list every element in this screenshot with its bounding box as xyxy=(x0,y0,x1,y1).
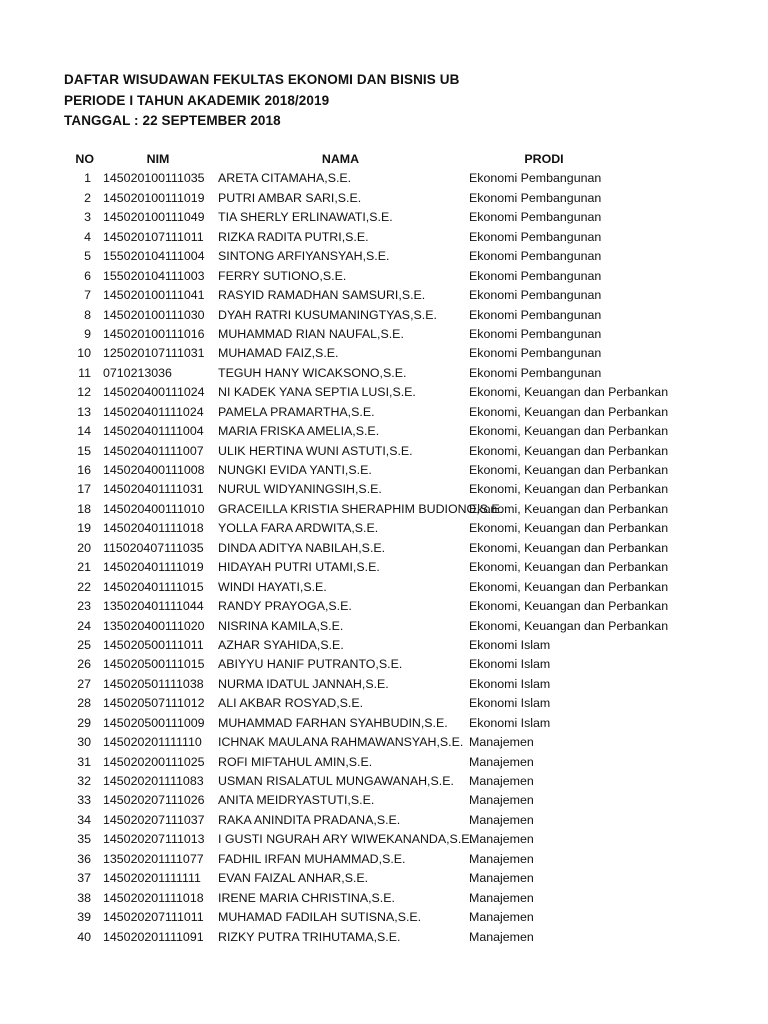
row-no: 21 xyxy=(77,560,91,575)
row-nama: GRACEILLA KRISTIA SHERAPHIM BUDIONO,S.E. xyxy=(218,501,504,516)
table-row xyxy=(0,850,768,869)
row-nim: 145020201111083 xyxy=(103,774,204,788)
row-nama: TIA SHERLY ERLINAWATI,S.E. xyxy=(218,210,393,225)
document-title: DAFTAR WISUDAWAN FEKULTAS EKONOMI DAN BISNIS UB xyxy=(64,72,460,87)
row-prodi: Manajemen xyxy=(469,910,534,925)
row-nim: 145020400111008 xyxy=(103,463,205,477)
table-row xyxy=(0,169,768,188)
table-row xyxy=(0,403,768,422)
row-no: 11 xyxy=(78,365,91,380)
document-header xyxy=(64,70,459,132)
period-line: PERIODE I TAHUN AKADEMIK 2018/2019 xyxy=(64,92,330,108)
row-nim: 145020200111025 xyxy=(103,754,205,769)
table-row xyxy=(0,830,768,849)
row-no: 13 xyxy=(77,404,91,419)
row-nim: 145020201111091 xyxy=(103,929,204,944)
row-prodi: Ekonomi, Keuangan dan Perbankan xyxy=(469,385,669,400)
row-nim: 145020500111009 xyxy=(103,715,205,730)
row-nama: NURMA IDATUL JANNAH,S.E. xyxy=(218,676,389,691)
row-nim: 145020107111011 xyxy=(103,229,204,244)
row-no: 27 xyxy=(77,676,91,691)
row-nama: RIZKA RADITA PUTRI,S.E. xyxy=(218,229,369,244)
table-row xyxy=(0,267,768,286)
table-row xyxy=(0,344,768,363)
row-prodi: Manajemen xyxy=(469,793,534,808)
row-no: 20 xyxy=(77,540,91,555)
table-row xyxy=(0,422,768,441)
row-prodi: Ekonomi Pembangunan xyxy=(469,171,602,186)
table-row xyxy=(0,753,768,772)
table-row xyxy=(0,733,768,752)
row-prodi: Ekonomi Pembangunan xyxy=(469,346,602,361)
row-nim: 145020507111012 xyxy=(103,696,205,711)
row-no: 17 xyxy=(77,482,91,497)
table-row xyxy=(0,636,768,655)
row-nama: DYAH RATRI KUSUMANINGTYAS,S.E. xyxy=(218,307,437,322)
row-nama: YOLLA FARA ARDWITA,S.E. xyxy=(218,521,379,536)
row-prodi: Ekonomi, Keuangan dan Perbankan xyxy=(469,521,669,536)
row-nama: MARIA FRISKA AMELIA,S.E. xyxy=(218,424,380,439)
table-row xyxy=(0,539,768,558)
row-prodi: Manajemen xyxy=(469,832,534,847)
row-nama: IRENE MARIA CHRISTINA,S.E. xyxy=(218,890,395,905)
table-row xyxy=(0,655,768,674)
row-nama: I GUSTI NGURAH ARY WIWEKANANDA,S.E. xyxy=(218,832,473,847)
row-nama: RANDY PRAYOGA,S.E. xyxy=(218,599,352,614)
row-no: 32 xyxy=(77,774,91,788)
row-nim: 155020104111003 xyxy=(103,268,205,283)
row-nim: 145020100111035 xyxy=(103,171,205,186)
row-no: 40 xyxy=(77,929,91,944)
table-row xyxy=(0,325,768,344)
row-prodi: Ekonomi Pembangunan xyxy=(469,288,602,303)
row-prodi: Ekonomi, Keuangan dan Perbankan xyxy=(469,463,669,477)
row-prodi: Manajemen xyxy=(469,851,534,866)
row-prodi: Manajemen xyxy=(469,774,534,788)
row-nim: 145020401111024 xyxy=(103,404,204,419)
row-no: 9 xyxy=(84,326,91,341)
row-nim: 145020400111024 xyxy=(103,385,205,400)
row-nim: 145020201111110 xyxy=(103,735,202,750)
column-header-prodi: PRODI xyxy=(524,152,564,166)
row-prodi: Manajemen xyxy=(469,871,534,886)
row-prodi: Ekonomi, Keuangan dan Perbankan xyxy=(469,540,669,555)
row-no: 29 xyxy=(77,715,91,730)
row-nim: 145020500111011 xyxy=(103,637,204,652)
row-no: 16 xyxy=(77,463,91,477)
row-nama: DINDA ADITYA NABILAH,S.E. xyxy=(218,540,386,555)
row-no: 24 xyxy=(77,618,91,633)
row-nama: ULIK HERTINA WUNI ASTUTI,S.E. xyxy=(218,443,413,458)
row-nama: AZHAR SYAHIDA,S.E. xyxy=(218,637,344,652)
row-nim: 135020201111077 xyxy=(103,851,204,866)
table-row xyxy=(0,869,768,888)
graduates-table xyxy=(0,150,768,947)
row-prodi: Ekonomi Pembangunan xyxy=(469,210,602,225)
row-nim: 145020207111013 xyxy=(103,832,205,847)
row-nama: EVAN FAIZAL ANHAR,S.E. xyxy=(218,871,369,886)
table-row xyxy=(0,247,768,266)
row-no: 19 xyxy=(77,521,91,536)
row-nama: PUTRI AMBAR SARI,S.E. xyxy=(218,190,362,205)
row-nim: 145020100111049 xyxy=(103,210,205,225)
row-prodi: Ekonomi, Keuangan dan Perbankan xyxy=(469,424,669,439)
row-nim: 145020401111007 xyxy=(103,443,204,458)
row-prodi: Ekonomi, Keuangan dan Perbankan xyxy=(469,482,669,497)
row-prodi: Ekonomi Pembangunan xyxy=(469,229,602,244)
row-no: 33 xyxy=(77,793,91,808)
row-prodi: Ekonomi Islam xyxy=(469,715,551,730)
row-prodi: Ekonomi Pembangunan xyxy=(469,307,602,322)
row-nama: USMAN RISALATUL MUNGAWANAH,S.E. xyxy=(218,774,454,788)
table-row xyxy=(0,772,768,791)
row-nama: NI KADEK YANA SEPTIA LUSI,S.E. xyxy=(218,385,416,400)
row-no: 7 xyxy=(84,288,91,303)
row-nama: NURUL WIDYANINGSIH,S.E. xyxy=(218,482,382,497)
row-no: 34 xyxy=(77,812,91,827)
row-no: 15 xyxy=(77,443,91,458)
row-prodi: Ekonomi Pembangunan xyxy=(469,190,602,205)
row-no: 3 xyxy=(84,210,91,225)
row-nama: FADHIL IRFAN MUHAMMAD,S.E. xyxy=(218,851,406,866)
row-no: 2 xyxy=(84,190,91,205)
row-nim: 135020400111020 xyxy=(103,618,205,633)
row-nim: 145020100111016 xyxy=(103,326,205,341)
table-row xyxy=(0,442,768,461)
column-header-nim: NIM xyxy=(146,152,170,166)
row-no: 28 xyxy=(77,696,91,711)
row-nama: ROFI MIFTAHUL AMIN,S.E. xyxy=(218,754,373,769)
row-nama: RASYID RAMADHAN SAMSURI,S.E. xyxy=(218,288,426,303)
column-header-nama: NAMA xyxy=(321,152,360,166)
row-prodi: Ekonomi Pembangunan xyxy=(469,326,602,341)
row-nim: 145020401111031 xyxy=(103,482,204,497)
table-row xyxy=(0,286,768,305)
row-nim: 145020401111004 xyxy=(103,424,204,439)
row-no: 36 xyxy=(77,851,91,866)
row-nim: 0710213036 xyxy=(103,365,172,380)
row-no: 38 xyxy=(77,890,91,905)
row-no: 31 xyxy=(77,754,91,769)
row-prodi: Ekonomi, Keuangan dan Perbankan xyxy=(469,618,669,633)
table-row xyxy=(0,306,768,325)
row-no: 18 xyxy=(77,501,91,516)
table-row xyxy=(0,480,768,499)
row-nim: 145020201111018 xyxy=(103,890,204,905)
row-prodi: Ekonomi, Keuangan dan Perbankan xyxy=(469,560,669,575)
row-prodi: Ekonomi Islam xyxy=(469,676,551,691)
row-prodi: Ekonomi Pembangunan xyxy=(469,249,602,264)
row-nama: ALI AKBAR ROSYAD,S.E. xyxy=(218,696,364,711)
row-nim: 145020401111019 xyxy=(103,560,204,575)
row-nim: 145020400111010 xyxy=(103,501,205,516)
table-row xyxy=(0,928,768,947)
row-nama: PAMELA PRAMARTHA,S.E. xyxy=(218,404,375,419)
table-row xyxy=(0,500,768,519)
row-prodi: Ekonomi, Keuangan dan Perbankan xyxy=(469,501,669,516)
row-nim: 145020100111041 xyxy=(103,288,205,303)
row-nama: MUHAMMAD RIAN NAUFAL,S.E. xyxy=(218,326,404,341)
row-nama: NISRINA KAMILA,S.E. xyxy=(218,618,344,633)
row-prodi: Ekonomi Islam xyxy=(469,657,551,672)
row-no: 22 xyxy=(77,579,91,594)
table-row xyxy=(0,714,768,733)
row-prodi: Ekonomi Pembangunan xyxy=(469,268,602,283)
row-nama: ANITA MEIDRYASTUTI,S.E. xyxy=(218,793,375,808)
row-nim: 145020500111015 xyxy=(103,657,205,672)
row-nama: SINTONG ARFIYANSYAH,S.E. xyxy=(218,249,390,264)
table-row xyxy=(0,597,768,616)
row-prodi: Manajemen xyxy=(469,890,534,905)
table-row xyxy=(0,694,768,713)
row-prodi: Manajemen xyxy=(469,812,534,827)
row-no: 4 xyxy=(84,229,91,244)
row-no: 26 xyxy=(77,657,91,672)
row-no: 8 xyxy=(84,307,91,322)
row-no: 25 xyxy=(77,637,91,652)
row-prodi: Ekonomi, Keuangan dan Perbankan xyxy=(469,443,669,458)
row-nama: TEGUH HANY WICAKSONO,S.E. xyxy=(218,365,407,380)
table-row xyxy=(0,519,768,538)
row-nim: 145020100111019 xyxy=(103,190,205,205)
row-nama: MUHAMAD FAIZ,S.E. xyxy=(218,346,339,361)
row-prodi: Ekonomi, Keuangan dan Perbankan xyxy=(469,404,669,419)
table-row xyxy=(0,461,768,480)
row-nim: 145020401111015 xyxy=(103,579,204,594)
table-row xyxy=(0,791,768,810)
table-row xyxy=(0,558,768,577)
table-row xyxy=(0,383,768,402)
table-row xyxy=(0,578,768,597)
row-no: 1 xyxy=(84,171,91,186)
row-nim: 145020401111018 xyxy=(103,521,204,536)
table-row xyxy=(0,675,768,694)
row-nim: 145020207111011 xyxy=(103,910,204,925)
table-row xyxy=(0,908,768,927)
row-nim: 135020401111044 xyxy=(103,599,204,614)
row-prodi: Ekonomi Islam xyxy=(469,637,551,652)
row-no: 14 xyxy=(77,424,91,439)
table-row xyxy=(0,189,768,208)
table-row xyxy=(0,208,768,227)
row-no: 5 xyxy=(84,249,91,264)
row-nim: 145020207111026 xyxy=(103,793,205,808)
table-body xyxy=(0,169,768,947)
row-prodi: Manajemen xyxy=(469,735,534,750)
row-nama: MUHAMMAD FARHAN SYAHBUDIN,S.E. xyxy=(218,715,448,730)
row-prodi: Ekonomi Islam xyxy=(469,696,551,711)
row-prodi: Ekonomi, Keuangan dan Perbankan xyxy=(469,579,669,594)
row-nim: 145020501111038 xyxy=(103,676,204,691)
row-nim: 155020104111004 xyxy=(103,249,205,264)
row-nama: ICHNAK MAULANA RAHMAWANSYAH,S.E. xyxy=(218,735,464,750)
row-nim: 145020100111030 xyxy=(103,307,205,322)
row-nama: RIZKY PUTRA TRIHUTAMA,S.E. xyxy=(218,929,401,944)
row-nim: 145020201111111 xyxy=(103,871,201,886)
row-nama: WINDI HAYATI,S.E. xyxy=(218,579,327,594)
table-row xyxy=(0,228,768,247)
table-row xyxy=(0,889,768,908)
date-line: TANGGAL : 22 SEPTEMBER 2018 xyxy=(64,113,281,128)
row-no: 10 xyxy=(77,346,91,361)
row-nama: MUHAMAD FADILAH SUTISNA,S.E. xyxy=(218,910,422,925)
row-prodi: Manajemen xyxy=(469,929,534,944)
row-nim: 145020207111037 xyxy=(103,812,205,827)
row-nama: FERRY SUTIONO,S.E. xyxy=(218,268,347,283)
row-no: 30 xyxy=(77,735,91,750)
row-nim: 125020107111031 xyxy=(103,346,205,361)
table-header-row xyxy=(0,150,768,169)
row-prodi: Manajemen xyxy=(469,754,534,769)
row-no: 35 xyxy=(77,832,91,847)
row-nama: ARETA CITAMAHA,S.E. xyxy=(218,171,352,186)
row-nama: HIDAYAH PUTRI UTAMI,S.E. xyxy=(218,560,380,575)
row-no: 23 xyxy=(77,599,91,614)
row-nama: RAKA ANINDITA PRADANA,S.E. xyxy=(218,812,401,827)
row-no: 6 xyxy=(84,268,91,283)
row-nim: 115020407111035 xyxy=(103,540,204,555)
row-prodi: Ekonomi Pembangunan xyxy=(469,365,602,380)
table-row xyxy=(0,617,768,636)
row-nama: NUNGKI EVIDA YANTI,S.E. xyxy=(218,463,372,477)
table-row xyxy=(0,811,768,830)
table-row xyxy=(0,364,768,383)
row-nama: ABIYYU HANIF PUTRANTO,S.E. xyxy=(218,657,403,672)
row-prodi: Ekonomi, Keuangan dan Perbankan xyxy=(469,599,669,614)
row-no: 39 xyxy=(77,910,91,925)
column-header-no: NO xyxy=(75,152,94,166)
row-no: 37 xyxy=(77,871,91,886)
row-no: 12 xyxy=(77,385,91,400)
